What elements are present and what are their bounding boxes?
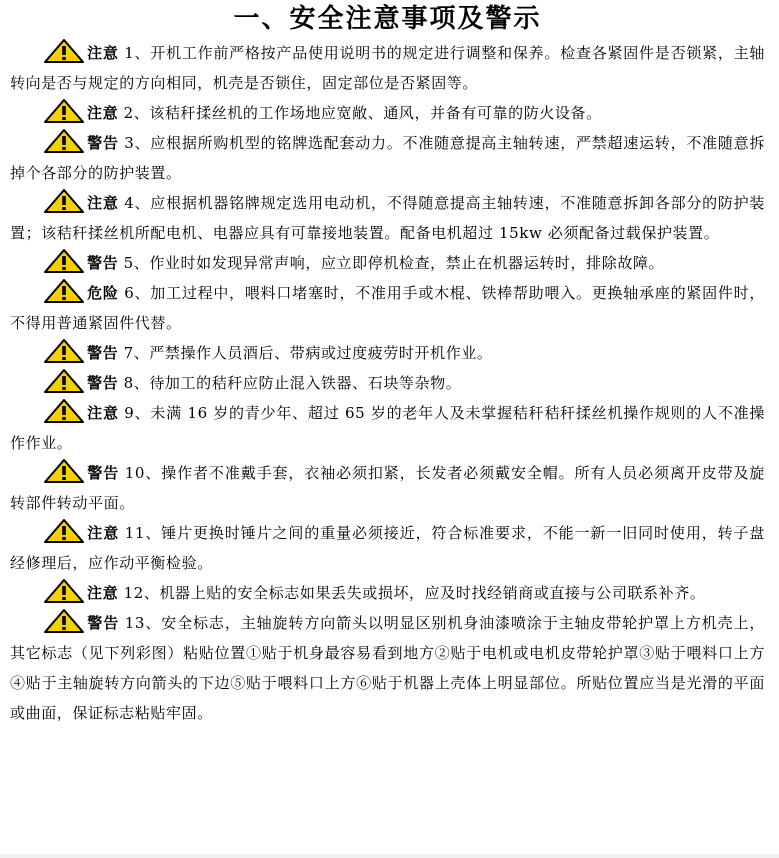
safety-item-text: 5、作业时如发现异常声响，应立即停机检查，禁止在机器运转时，排除故障。	[118, 254, 665, 272]
warning-triangle-icon	[44, 369, 86, 393]
safety-item-text: 6、加工过程中，喂料口堵塞时，不准用手或木棍、铁棒帮助喂入。更换轴承座的紧固件时，不得用普通紧固件代替。	[10, 284, 766, 332]
safety-item-label: 警告	[87, 614, 120, 632]
warning-triangle-icon	[44, 519, 86, 543]
safety-item-label: 警告	[87, 134, 119, 152]
warning-triangle-icon	[44, 39, 86, 63]
safety-item	[10, 518, 765, 578]
safety-item-text: 4、应根据机器铭牌规定选用电动机，不得随意提高主轴转速，不准随意拆卸各部分的防护装置；该秸秆揉丝机所配电机、电器应具有可靠接地装置。配备电机超过 15kw 必须配备过载保护装置。	[10, 194, 766, 242]
safety-item	[10, 38, 765, 98]
warning-triangle-icon	[44, 189, 86, 213]
safety-item-label: 注意	[87, 194, 119, 212]
safety-item	[10, 338, 765, 368]
safety-item-label: 警告	[87, 344, 119, 362]
warning-triangle-icon	[44, 249, 86, 273]
safety-item-text: 3、应根据所购机型的铭牌选配套动力。不准随意提高主轴转速，严禁超速运转，不准随意拆掉个各部分的防护装置。	[10, 134, 766, 182]
safety-item-label: 危险	[87, 284, 119, 302]
warning-triangle-icon	[44, 339, 86, 363]
warning-triangle-icon	[44, 459, 86, 483]
safety-item	[10, 278, 765, 338]
safety-item	[10, 98, 765, 128]
warning-triangle-icon	[44, 279, 86, 303]
safety-item	[10, 248, 765, 278]
safety-item	[10, 608, 765, 728]
safety-item-label: 警告	[87, 254, 119, 272]
safety-item-text: 1、开机工作前严格按产品使用说明书的规定进行调整和保养。检查各紧固件是否锁紧，主轴转向是否与规定的方向相同，机壳是否锁住，固定部位是否紧固等。	[10, 44, 766, 92]
safety-item-text: 11、锤片更换时锤片之间的重量必须接近，符合标准要求，不能一新一旧同时使用，转子盘经修理后，应作动平衡检验。	[10, 524, 765, 572]
safety-item	[10, 398, 765, 458]
warning-triangle-icon	[44, 399, 86, 423]
safety-item-text: 12、机器上贴的安全标志如果丢失或损坏，应及时找经销商或直接与公司联系补齐。	[118, 584, 706, 602]
safety-item-text: 8、待加工的秸秆应防止混入铁器、石块等杂物。	[118, 374, 462, 392]
warning-triangle-icon	[44, 609, 86, 633]
safety-item-text: 7、严禁操作人员酒后、带病或过度疲劳时开机作业。	[118, 344, 493, 362]
safety-item	[10, 458, 765, 518]
safety-item	[10, 578, 765, 608]
safety-item-label: 警告	[87, 374, 119, 392]
safety-item-label: 注意	[87, 404, 119, 422]
warning-triangle-icon	[44, 129, 86, 153]
safety-item	[10, 368, 765, 398]
safety-item-label: 警告	[87, 464, 120, 482]
warning-triangle-icon	[44, 579, 86, 603]
safety-item-label: 注意	[87, 524, 120, 542]
safety-item-label: 注意	[87, 104, 119, 122]
safety-item	[10, 188, 765, 248]
page-bottom-edge	[0, 854, 779, 858]
safety-items-list	[10, 38, 765, 728]
safety-item-text: 10、操作者不准戴手套，衣袖必须扣紧，长发者必须戴安全帽。所有人员必须离开皮带及旋转部件转动平面。	[10, 464, 765, 512]
safety-item-text: 13、安全标志，主轴旋转方向箭头以明显区别机身油漆喷涂于主轴皮带轮护罩上方机壳上，其它标志（见下列彩图）粘贴位置①贴于机身最容易看到地方②贴于电机或电机皮带轮护罩③贴于喂料口上方④贴于主轴旋转方向箭头的下边⑤贴于喂料口上方⑥贴于机器上壳体上明显部位。所贴位置应当是光滑的平面或曲面，保证标志粘贴牢固。	[10, 614, 765, 722]
warning-triangle-icon	[44, 99, 86, 123]
safety-item-text: 9、未满 16 岁的青少年、超过 65 岁的老年人及未掌握秸秆秸秆揉丝机操作规则的人不准操作作业。	[10, 404, 766, 452]
safety-item-text: 2、该秸秆揉丝机的工作场地应宽敞、通风，并备有可靠的防火设备。	[118, 104, 602, 122]
safety-item	[10, 128, 765, 188]
safety-item-label: 注意	[87, 584, 119, 602]
section-title: 一、安全注意事项及警示	[233, 4, 542, 34]
safety-item-label: 注意	[87, 44, 119, 62]
